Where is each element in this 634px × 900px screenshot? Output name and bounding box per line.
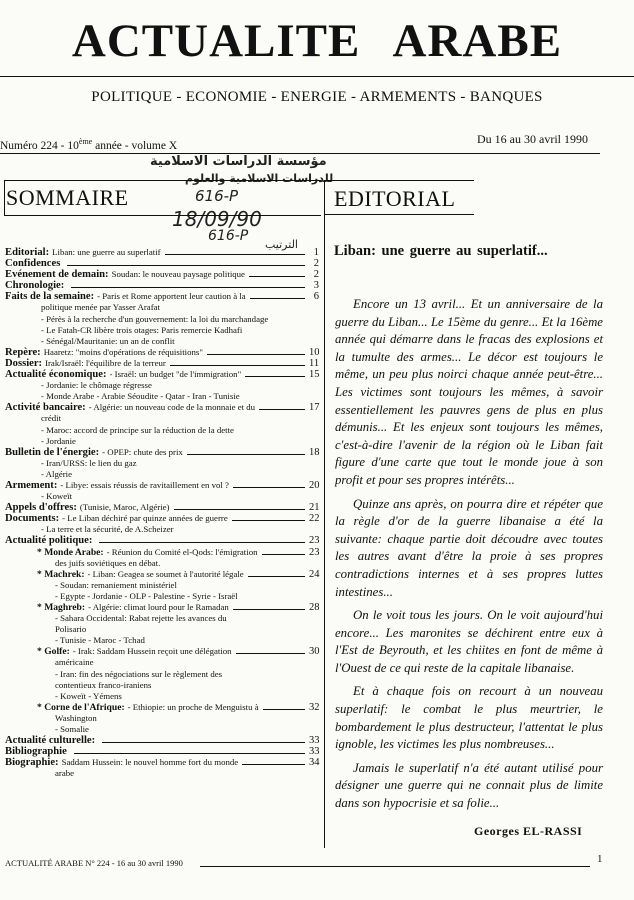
- toc-page-number: 23: [309, 546, 320, 558]
- toc-entry: [5, 402, 319, 413]
- editorial-title: Liban: une guerre au superlatif...: [334, 243, 548, 259]
- toc-entry-text: - Algérie: climat lourd pour le Ramadan: [88, 602, 229, 612]
- toc-entry: [5, 347, 319, 358]
- toc-entry-label: Actualité culturelle:: [5, 735, 96, 747]
- toc-entry-label: Bulletin de l'énergie:: [5, 446, 100, 458]
- toc-leader: [102, 742, 305, 743]
- toc-page-number: 6: [313, 291, 319, 303]
- toc-entry: [5, 602, 319, 613]
- issue-date: Du 16 au 30 avril 1990: [477, 132, 588, 146]
- toc-subentry: - Koweït: [41, 491, 73, 502]
- toc-page-number: 20: [309, 479, 320, 491]
- toc-entry: [5, 247, 319, 258]
- toc-page-number: 11: [309, 357, 320, 369]
- editorial-signature: Georges EL-RASSI: [474, 824, 583, 838]
- toc-entry-text: - Réunion du Comité el-Qods: l'émigration: [106, 546, 258, 557]
- toc-entry-label: * Machrek:: [37, 568, 85, 580]
- toc-leader: [250, 298, 305, 299]
- toc-leader: [174, 509, 306, 510]
- toc-subentry: - Soudan: remaniement ministériel: [55, 579, 177, 590]
- toc-subentry: contentieux franco-iraniens: [55, 679, 152, 690]
- toc-leader: [263, 709, 305, 710]
- toc-entry-text: Soudan: le nouveau paysage politique: [111, 269, 245, 280]
- toc-subentry: - Algérie: [41, 468, 73, 479]
- toc-page-number: 10: [309, 346, 320, 358]
- toc-leader: [207, 354, 305, 355]
- toc-page-number: 18: [309, 446, 320, 458]
- toc-subentry: - Koweït - Yémens: [55, 690, 122, 701]
- toc-entry: [5, 258, 319, 269]
- toc-entry: [5, 535, 319, 546]
- toc-entry-text: Liban: une guerre au superlatif: [52, 247, 161, 257]
- toc-leader: [242, 764, 305, 765]
- toc-entry: [5, 513, 319, 524]
- toc-subentry: - Jordanie: [41, 435, 76, 446]
- toc-leader: [262, 554, 306, 555]
- toc-leader: [71, 287, 305, 288]
- footer-rule: [200, 866, 590, 867]
- editorial-paragraph: Jamais le superlatif n'a été autant utilisé pour désigner une guerre qui ne connait plus de limite dans son hypocrisie et sa folie...: [335, 760, 603, 811]
- toc-leader: [233, 487, 305, 488]
- toc-entry-label: Appels d'offres:: [5, 502, 77, 514]
- toc-page-number: 28: [309, 602, 320, 613]
- toc-entry: [5, 358, 319, 369]
- toc-entry-label: Faits de la semaine:: [5, 291, 95, 303]
- toc-subentry: - Sénégal/Mauritanie: un an de conflit: [41, 335, 175, 346]
- toc-entry-text: Haaretz: "moins d'opérations de réquisitions": [43, 346, 203, 357]
- toc-page-number: 2: [313, 269, 319, 281]
- toc-subentry: - Jordanie: le chômage régresse: [41, 380, 152, 391]
- toc-entry-text: - OPEP: chute des prix: [102, 446, 183, 457]
- toc-entry-label: Activité bancaire:: [5, 402, 86, 414]
- toc-subentry: Washington: [55, 712, 97, 723]
- toc-entry: [5, 291, 319, 302]
- toc-page-number: 24: [309, 568, 320, 580]
- toc-entry: [5, 480, 319, 491]
- toc-entry: [5, 746, 319, 757]
- toc-entry-label: Bibliographie: [5, 746, 67, 758]
- toc-entry-label: Documents:: [5, 513, 60, 525]
- issue-number: Numéro 224 - 10ème année - volume X: [0, 137, 178, 152]
- masthead-rule: [0, 76, 634, 77]
- editorial-heading: EDITORIAL: [334, 186, 456, 211]
- toc-entry-label: * Golfe:: [37, 646, 70, 658]
- toc-leader: [249, 276, 305, 277]
- toc-entry: [5, 280, 319, 291]
- toc-entry-text: Irak/Israël: l'équilibre de la terreur: [45, 357, 166, 368]
- toc-entry-label: Biographie:: [5, 757, 59, 769]
- toc-subentry: - Sahara Occidental: Rabat rejette les avances du: [55, 613, 227, 624]
- toc-entry: [5, 646, 319, 657]
- toc-subentry: - Egypte - Jordanie - OLP - Palestine - Syrie - Israël: [55, 590, 238, 601]
- toc-leader: [248, 576, 305, 577]
- stamp-code-1: 616-P: [195, 187, 239, 205]
- toc-entry: [5, 369, 319, 380]
- toc-page-number: 34: [309, 757, 320, 769]
- toc-entry: [5, 735, 319, 746]
- toc-subentry: arabe: [55, 768, 75, 779]
- toc-page-number: 23: [309, 535, 320, 547]
- editorial-paragraph: Et à chaque fois on recourt à un nouveau superlatif: le combat le plus meurtrier, le bombardement le plus destructeur, l'attentat le plus ignoble, les victimes les plus nombreuses...: [335, 684, 603, 752]
- stamp-code-2: 616-P: [208, 228, 249, 244]
- editorial-paragraph: On le voit tous les jours. On le voit aujourd'hui encore... Les maronites se déchirent entre eux à l'Est de Beyrouth, et les chiites en font de même à l'Ouest de ce qui reste de la capitale libanaise.: [335, 608, 603, 675]
- column-divider: [324, 180, 325, 848]
- sommaire-heading: SOMMAIRE: [6, 185, 129, 210]
- toc-entry-text: - Le Liban déchiré par quinze années de guerre: [62, 513, 228, 524]
- toc-page-number: 1: [313, 247, 319, 258]
- toc-subentry: crédit: [41, 413, 62, 424]
- toc-leader: [236, 653, 305, 654]
- masthead-title: ACTUALITE ARABE: [71, 15, 563, 67]
- toc-leader: [245, 376, 305, 377]
- toc-leader: [170, 365, 305, 366]
- toc-subentry: - Somalie: [55, 724, 89, 735]
- toc-subentry: - Le Fatah-CR libère trois otages: Paris remercie Kadhafi: [41, 324, 243, 335]
- editorial-body: [335, 296, 603, 819]
- toc-subentry: - Iran/URSS: le lien du gaz: [41, 457, 137, 468]
- toc-entry-label: Armement:: [5, 479, 58, 491]
- toc-entry-label: Editorial:: [5, 247, 50, 258]
- toc-leader: [233, 609, 305, 610]
- toc-entry: [5, 269, 319, 280]
- toc-entry-label: Chronologie:: [5, 280, 65, 292]
- stamp-line-3: الترتيب: [265, 238, 298, 251]
- toc-subentry: Polisario: [55, 624, 87, 635]
- toc-subentry: - Maroc: accord de principe sur la réduction de la dette: [41, 424, 234, 435]
- toc-leader: [74, 753, 305, 754]
- toc-entry-label: Evénement de demain:: [5, 269, 109, 281]
- toc-subentry: politique menée par Yasser Arafat: [41, 302, 160, 313]
- toc-page-number: 22: [309, 513, 320, 525]
- toc-entry-text: - Libye: essais réussis de ravitaillement en vol ?: [60, 479, 229, 490]
- toc-subentry: - Tunisie - Maroc - Tchad: [55, 635, 145, 646]
- toc-leader: [99, 542, 305, 543]
- toc-entry-text: - Paris et Rome apportent leur caution à la: [97, 291, 246, 302]
- toc-entry: [5, 702, 319, 713]
- toc-page-number: 32: [309, 701, 320, 713]
- toc-entry: [5, 547, 319, 558]
- toc-page-number: 33: [309, 746, 320, 758]
- toc-subentry: américaine: [55, 657, 94, 668]
- toc-entry: [5, 502, 319, 513]
- toc-entry-label: Repère:: [5, 346, 41, 358]
- page-number: 1: [597, 853, 603, 865]
- stamp-line-1: مؤسسة الدراسات الاسلامية: [150, 154, 327, 169]
- editorial-paragraph: Quinze ans après, on pourra dire et répéter que la règle d'or de la guerre libanaise a été la suivante: chaque partie doit découdre avec toutes les autres avant d'être la proie à ses propres contradictions internes et à ses propres luttes intestines...: [335, 496, 603, 599]
- toc-entry-label: Dossier:: [5, 357, 43, 369]
- toc-subentry: - Pérès à la recherche d'un gouvernement: la loi du marchandage: [41, 313, 269, 324]
- toc-page-number: 2: [313, 258, 319, 270]
- toc-page-number: 17: [309, 402, 320, 414]
- toc-entry-label: Actualité politique:: [5, 535, 93, 547]
- toc-entry-text: Saddam Hussein: le nouvel homme fort du monde: [61, 757, 239, 768]
- editorial-paragraph: Encore un 13 avril... Et un anniversaire de la guerre du Liban... Le 15ème du genre... Et la 16ème année qui démarre dans le fracas des explosions et la tumulte des armes... Le décor est toujours le même, un peu plus noirci chaque année peut-être... Les victimes sont toujours les mêmes, à savoir essentiellement les pauvres gens de plus en plus démunis... Et les enjeux sont toujours les mêmes, c'est-à-dire l'avenir de la région où le Liban fait figure d'une carte que tout le monde joue à son profit et pour ses propres intérêts...: [335, 297, 603, 487]
- toc-subentry: - La terre et la sécurité, de A.Scheizer: [41, 524, 174, 535]
- toc-page-number: 3: [313, 280, 319, 292]
- toc-entry-label: * Monde Arabe:: [37, 546, 104, 558]
- stamp-date: 18/09/90: [172, 207, 262, 231]
- table-of-contents: [5, 247, 319, 780]
- toc-entry-text: - Ethiopie: un proche de Menguistu à: [127, 701, 259, 712]
- toc-entry-label: * Maghreb:: [37, 602, 86, 613]
- toc-subentry: - Monde Arabe - Arabie Séoudite - Qatar - Iran - Tunisie: [41, 391, 240, 402]
- toc-entry: [5, 447, 319, 458]
- toc-entry: [5, 569, 319, 580]
- toc-page-number: 15: [309, 369, 320, 381]
- toc-page-number: 33: [309, 735, 320, 747]
- editorial-box-bottom: [324, 214, 474, 215]
- toc-entry-text: - Algérie: un nouveau code de la monnaie et du: [88, 402, 256, 413]
- toc-entry-label: Confidences: [5, 258, 61, 270]
- footer-publication: ACTUALITÉ ARABE N° 224 - 16 au 30 avril 1990: [5, 858, 183, 868]
- toc-leader: [187, 454, 305, 455]
- toc-subentry: des juifs soviétiques en débat.: [55, 557, 161, 568]
- toc-page-number: 21: [309, 502, 320, 514]
- toc-entry-text: - Liban: Geagea se soumet à l'autorité légale: [87, 568, 244, 579]
- toc-entry-label: * Corne de l'Afrique:: [37, 701, 125, 713]
- toc-leader: [67, 265, 305, 266]
- toc-page-number: 30: [309, 646, 320, 658]
- toc-leader: [165, 254, 305, 255]
- toc-entry-label: Actualité économique:: [5, 369, 107, 381]
- masthead-subtitle: POLITIQUE - ECONOMIE - ENERGIE - ARMEMENTS - BANQUES: [91, 89, 543, 105]
- toc-leader: [259, 409, 305, 410]
- toc-entry-text: - Irak: Saddam Hussein reçoit une délégation: [72, 646, 232, 657]
- toc-entry-text: - Israël: un budget "de l'immigration": [109, 369, 242, 380]
- editorial-box-top: [324, 180, 474, 181]
- toc-leader: [232, 520, 305, 521]
- toc-subentry: - Iran: fin des négociations sur le règlement des: [55, 668, 223, 679]
- stamp-line-2: للدراسات الاسلامية والعلوم: [185, 172, 334, 185]
- toc-entry-text: (Tunisie, Maroc, Algérie): [79, 502, 170, 513]
- toc-entry: [5, 757, 319, 768]
